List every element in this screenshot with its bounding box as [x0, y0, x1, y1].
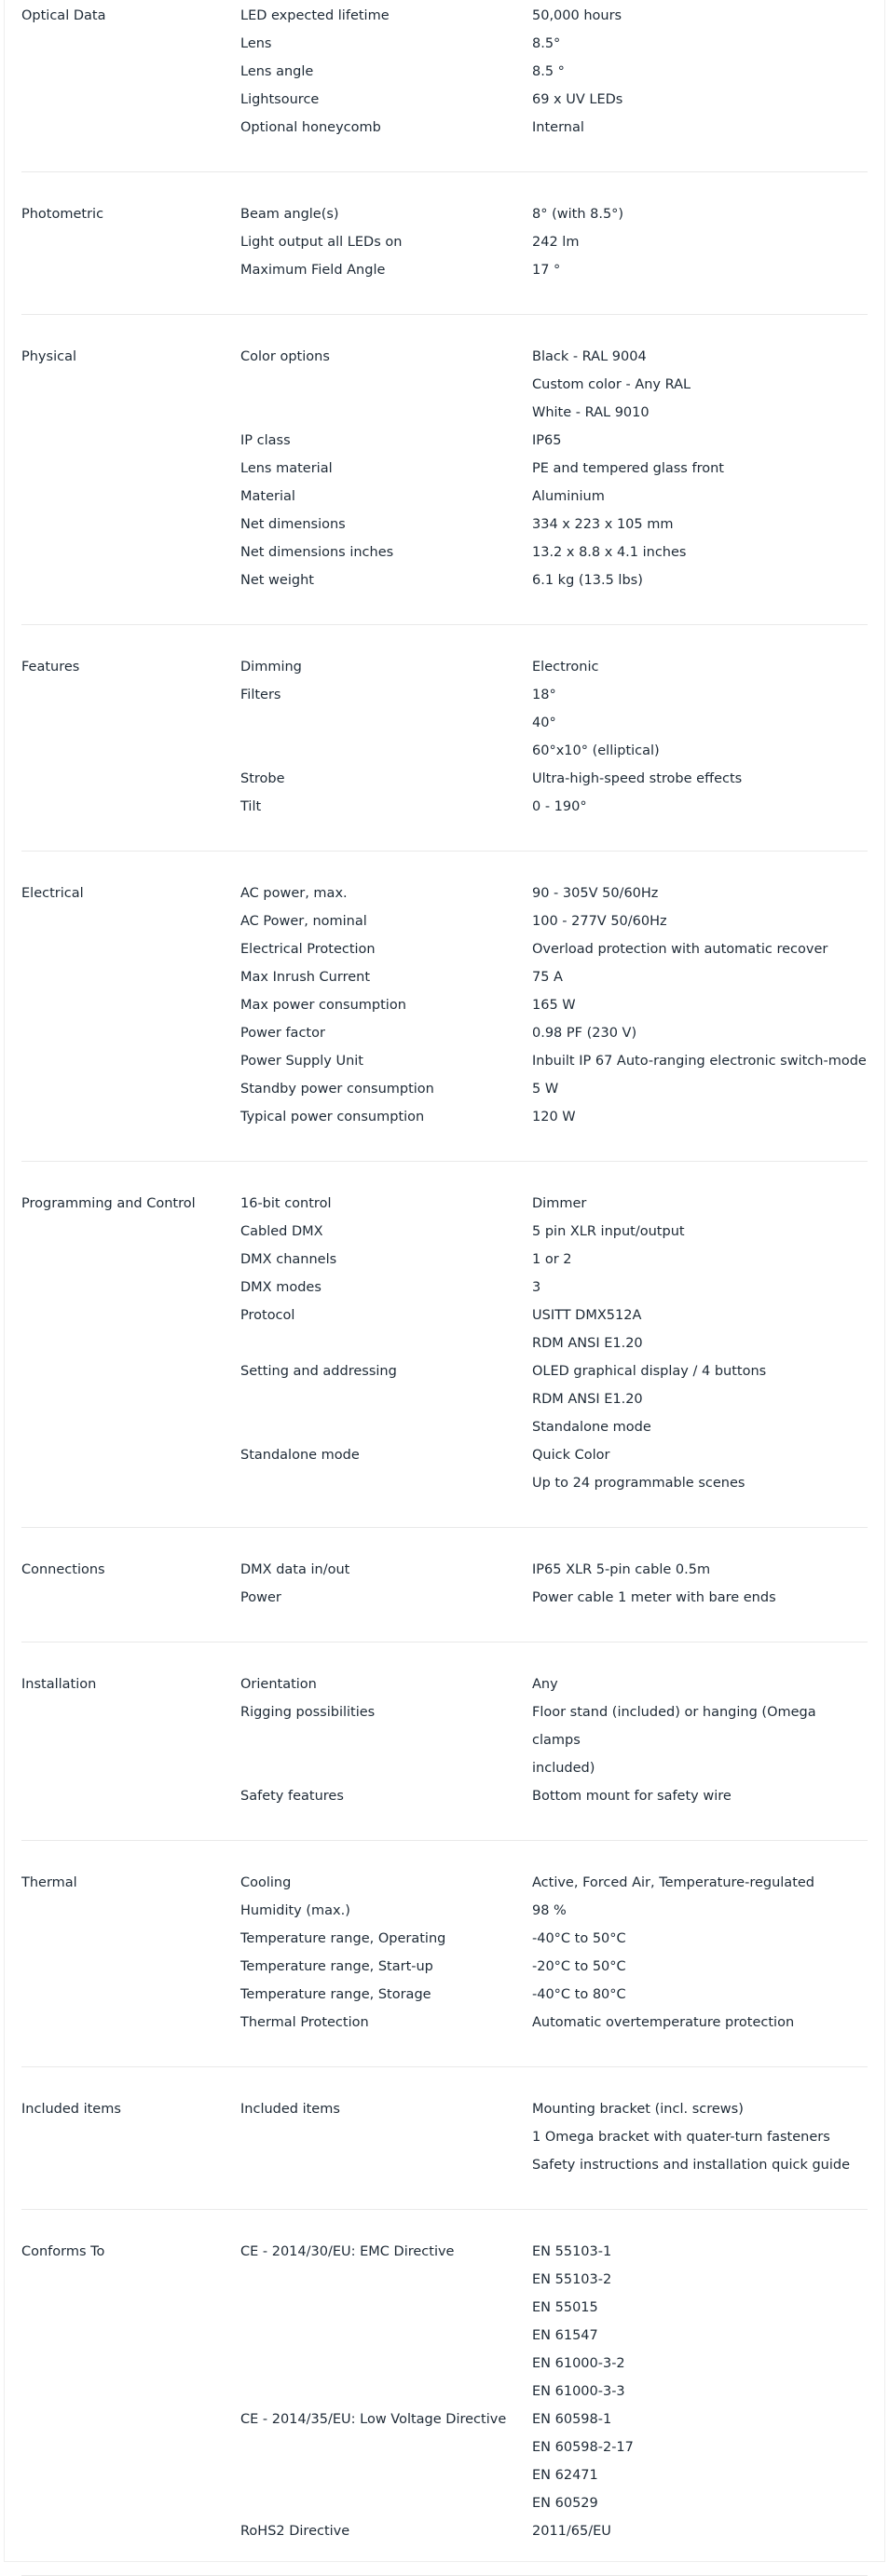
property-name: DMX channels	[240, 1252, 337, 1267]
property-value: Black - RAL 9004	[532, 349, 647, 364]
property-value: 17 °	[532, 263, 561, 278]
property-values	[532, 963, 868, 991]
property-name: Tilt	[240, 799, 262, 814]
property-values	[532, 2406, 868, 2517]
spec-section-row	[21, 1556, 868, 1612]
section-title: Programming and Control	[21, 1196, 196, 1211]
property-value: EN 61547	[532, 2328, 598, 2343]
property-value: 8.5 °	[532, 64, 565, 79]
property-values	[532, 228, 868, 256]
spec-section-conforms-to	[21, 2210, 868, 2576]
property-row	[240, 1584, 868, 1612]
property-name: Standby power consumption	[240, 1082, 434, 1097]
property-row	[240, 1103, 868, 1131]
property-values	[532, 30, 868, 58]
property-row	[240, 1782, 868, 1810]
property-name: Optional honeycomb	[240, 120, 381, 135]
property-name: AC power, max.	[240, 886, 348, 901]
property-list	[240, 879, 868, 1131]
property-values	[532, 1925, 868, 1953]
property-value: IP65	[532, 433, 562, 448]
spec-section-row	[21, 653, 868, 821]
property-value: 13.2 x 8.8 x 4.1 inches	[532, 545, 687, 560]
property-row	[240, 1019, 868, 1047]
property-row	[240, 2238, 868, 2406]
property-values	[532, 1670, 868, 1698]
property-name: Material	[240, 489, 295, 504]
property-values	[532, 343, 868, 427]
property-value: 8.5°	[532, 36, 561, 51]
property-row	[240, 653, 868, 681]
property-values	[532, 1981, 868, 2009]
section-title: Conforms To	[21, 2244, 105, 2259]
property-row	[240, 30, 868, 58]
property-value: PE and tempered glass front	[532, 461, 724, 476]
property-row	[240, 427, 868, 455]
property-row	[240, 256, 868, 284]
property-value: 120 W	[532, 1110, 576, 1124]
property-name: 16-bit control	[240, 1196, 332, 1211]
property-name: Temperature range, Storage	[240, 1987, 431, 2002]
property-name: Beam angle(s)	[240, 207, 339, 222]
property-value: 60°x10° (elliptical)	[532, 743, 660, 758]
property-name: LED expected lifetime	[240, 8, 390, 23]
spec-section-row	[21, 1670, 868, 1810]
property-value: 5 pin XLR input/output	[532, 1224, 685, 1239]
property-value: 2011/65/EU	[532, 2524, 611, 2539]
property-name: Safety features	[240, 1789, 344, 1804]
property-values	[532, 1218, 868, 1246]
property-row	[240, 1869, 868, 1897]
property-name: Protocol	[240, 1308, 295, 1323]
section-title: Physical	[21, 349, 76, 364]
property-value: Quick Color	[532, 1448, 610, 1463]
spec-sheet-page	[4, 0, 885, 2562]
property-values	[532, 1897, 868, 1925]
property-value: Overload protection with automatic recover	[532, 942, 828, 957]
property-values	[532, 1782, 868, 1810]
property-row	[240, 1953, 868, 1981]
property-row	[240, 1698, 868, 1782]
property-name: Net weight	[240, 573, 314, 588]
property-name: Included items	[240, 2102, 340, 2117]
property-row	[240, 1981, 868, 2009]
section-title: Included items	[21, 2102, 121, 2117]
property-name: Dimming	[240, 660, 302, 675]
property-values	[532, 511, 868, 538]
property-row	[240, 1218, 868, 1246]
property-values	[532, 879, 868, 907]
property-list	[240, 1869, 868, 2037]
property-value: 334 x 223 x 105 mm	[532, 517, 674, 532]
property-values	[532, 1047, 868, 1075]
property-values	[532, 200, 868, 228]
property-name: Filters	[240, 688, 281, 702]
property-name: Maximum Field Angle	[240, 263, 386, 278]
property-row	[240, 343, 868, 427]
property-values	[532, 2238, 868, 2406]
spec-section-physical	[21, 315, 868, 625]
property-row	[240, 907, 868, 935]
property-value: Mounting bracket (incl. screws)	[532, 2102, 744, 2117]
property-values	[532, 935, 868, 963]
property-row	[240, 1897, 868, 1925]
property-row	[240, 511, 868, 538]
property-name: Color options	[240, 349, 330, 364]
property-name: Max power consumption	[240, 998, 406, 1013]
property-value: Bottom mount for safety wire	[532, 1789, 732, 1804]
property-row	[240, 1441, 868, 1497]
property-row	[240, 58, 868, 86]
section-title: Connections	[21, 1562, 105, 1577]
property-row	[240, 1670, 868, 1698]
property-list	[240, 1556, 868, 1612]
property-list	[240, 200, 868, 284]
property-name: Net dimensions inches	[240, 545, 394, 560]
property-values	[532, 566, 868, 594]
property-value: EN 60598-2-17	[532, 2440, 634, 2455]
property-name: Cooling	[240, 1875, 292, 1890]
spec-section-row	[21, 200, 868, 284]
property-name: Power Supply Unit	[240, 1054, 363, 1069]
property-row	[240, 991, 868, 1019]
property-values	[532, 1075, 868, 1103]
property-row	[240, 538, 868, 566]
property-list	[240, 2, 868, 142]
property-values	[532, 1103, 868, 1131]
property-value: 98 %	[532, 1903, 567, 1918]
spec-section-row	[21, 1869, 868, 2037]
property-values	[532, 653, 868, 681]
section-title: Optical Data	[21, 8, 106, 23]
property-values	[532, 1584, 868, 1612]
property-value: Inbuilt IP 67 Auto-ranging electronic switch-mode	[532, 1054, 867, 1069]
property-values	[532, 1274, 868, 1302]
spec-section-programming-and-control	[21, 1162, 868, 1528]
property-row	[240, 200, 868, 228]
property-value: Custom color - Any RAL	[532, 377, 691, 392]
property-row	[240, 765, 868, 793]
property-name: Lens angle	[240, 64, 314, 79]
property-values	[532, 538, 868, 566]
property-row	[240, 1556, 868, 1584]
spec-table	[21, 0, 868, 2576]
property-name: Power	[240, 1590, 281, 1605]
property-values	[532, 114, 868, 142]
property-value: 1 or 2	[532, 1252, 572, 1267]
property-row	[240, 2009, 868, 2037]
property-value: 1 Omega bracket with quater-turn fasteners	[532, 2130, 830, 2145]
property-value: 5 W	[532, 1082, 559, 1097]
section-title: Electrical	[21, 886, 84, 901]
spec-section-row	[21, 879, 868, 1131]
property-value: 18°	[532, 688, 556, 702]
property-name: Light output all LEDs on	[240, 235, 403, 250]
spec-section-connections	[21, 1528, 868, 1642]
property-values	[532, 1190, 868, 1218]
property-values	[532, 1698, 868, 1782]
property-value: 3	[532, 1280, 541, 1295]
spec-section-installation	[21, 1642, 868, 1841]
property-value: Standalone mode	[532, 1420, 651, 1435]
property-value: EN 55015	[532, 2300, 598, 2315]
property-value: 242 lm	[532, 235, 580, 250]
property-row	[240, 1075, 868, 1103]
property-name: Electrical Protection	[240, 942, 376, 957]
property-value: EN 61000-3-3	[532, 2384, 625, 2399]
property-value: 6.1 kg (13.5 lbs)	[532, 573, 643, 588]
property-name: Lens	[240, 36, 272, 51]
property-values	[532, 427, 868, 455]
spec-section-row	[21, 343, 868, 594]
section-title: Thermal	[21, 1875, 77, 1890]
property-list	[240, 2238, 868, 2545]
property-row	[240, 963, 868, 991]
property-value: EN 60529	[532, 2496, 598, 2511]
property-values	[532, 1869, 868, 1897]
property-row	[240, 935, 868, 963]
spec-section-optical-data	[21, 0, 868, 172]
property-values	[532, 1556, 868, 1584]
property-value: Power cable 1 meter with bare ends	[532, 1590, 776, 1605]
property-values	[532, 1019, 868, 1047]
property-name: Temperature range, Operating	[240, 1931, 446, 1946]
property-name: Standalone mode	[240, 1448, 360, 1463]
property-name: Setting and addressing	[240, 1364, 397, 1379]
spec-section-row	[21, 2095, 868, 2179]
property-name: Thermal Protection	[240, 2015, 369, 2030]
property-value: 165 W	[532, 998, 576, 1013]
property-name: Lens material	[240, 461, 333, 476]
section-title: Features	[21, 660, 80, 675]
property-values	[532, 2517, 868, 2545]
property-value: 90 - 305V 50/60Hz	[532, 886, 659, 901]
property-row	[240, 114, 868, 142]
property-value: Up to 24 programmable scenes	[532, 1476, 745, 1491]
property-value: 8° (with 8.5°)	[532, 207, 624, 222]
property-value: Ultra-high-speed strobe effects	[532, 771, 743, 786]
property-value: Floor stand (included) or hanging (Omega clamps	[532, 1705, 816, 1748]
property-values	[532, 1357, 868, 1441]
property-list	[240, 1670, 868, 1810]
property-values	[532, 1246, 868, 1274]
property-value: 0.98 PF (230 V)	[532, 1026, 637, 1041]
property-name: RoHS2 Directive	[240, 2524, 350, 2539]
property-values	[532, 58, 868, 86]
property-row	[240, 2095, 868, 2179]
spec-section-row	[21, 2238, 868, 2545]
property-row	[240, 681, 868, 765]
section-title: Photometric	[21, 207, 104, 222]
property-row	[240, 793, 868, 821]
property-value: Safety instructions and installation quick guide	[532, 2158, 851, 2173]
property-values	[532, 681, 868, 765]
property-value: included)	[532, 1761, 595, 1776]
property-name: Typical power consumption	[240, 1110, 425, 1124]
property-value: 75 A	[532, 970, 563, 985]
property-value: -40°C to 50°C	[532, 1931, 626, 1946]
property-values	[532, 1953, 868, 1981]
property-value: USITT DMX512A	[532, 1308, 642, 1323]
property-list	[240, 2095, 868, 2179]
property-values	[532, 256, 868, 284]
property-value: 0 - 190°	[532, 799, 587, 814]
property-name: AC Power, nominal	[240, 914, 367, 929]
property-values	[532, 1302, 868, 1357]
property-row	[240, 1925, 868, 1953]
property-value: EN 61000-3-2	[532, 2356, 625, 2371]
property-value: White - RAL 9010	[532, 405, 650, 420]
property-row	[240, 1190, 868, 1218]
property-value: Active, Forced Air, Temperature-regulated	[532, 1875, 815, 1890]
property-row	[240, 483, 868, 511]
property-value: Dimmer	[532, 1196, 587, 1211]
property-name: DMX modes	[240, 1280, 321, 1295]
property-value: 40°	[532, 716, 556, 730]
spec-section-thermal	[21, 1841, 868, 2067]
property-row	[240, 86, 868, 114]
spec-section-features	[21, 625, 868, 852]
property-value: Internal	[532, 120, 584, 135]
section-title: Installation	[21, 1677, 97, 1692]
property-row	[240, 1357, 868, 1441]
spec-section-row	[21, 2, 868, 142]
property-values	[532, 793, 868, 821]
property-value: Aluminium	[532, 489, 605, 504]
property-row	[240, 455, 868, 483]
property-value: EN 55103-1	[532, 2244, 612, 2259]
spec-section-electrical	[21, 852, 868, 1162]
property-values	[532, 991, 868, 1019]
property-value: 69 x UV LEDs	[532, 92, 623, 107]
property-value: EN 62471	[532, 2468, 598, 2483]
property-value: EN 55103-2	[532, 2272, 612, 2287]
property-name: CE - 2014/30/EU: EMC Directive	[240, 2244, 455, 2259]
property-name: Lightsource	[240, 92, 320, 107]
property-name: Strobe	[240, 771, 285, 786]
property-value: OLED graphical display / 4 buttons	[532, 1364, 767, 1379]
property-values	[532, 483, 868, 511]
property-value: Any	[532, 1677, 558, 1692]
spec-section-photometric	[21, 172, 868, 315]
property-list	[240, 653, 868, 821]
property-value: Electronic	[532, 660, 599, 675]
spec-section-row	[21, 1190, 868, 1497]
property-row	[240, 2517, 868, 2545]
property-value: -40°C to 80°C	[532, 1987, 626, 2002]
property-value: RDM ANSI E1.20	[532, 1392, 643, 1407]
property-list	[240, 343, 868, 594]
property-name: IP class	[240, 433, 291, 448]
property-value: IP65 XLR 5-pin cable 0.5m	[532, 1562, 711, 1577]
property-values	[532, 2009, 868, 2037]
property-values	[532, 86, 868, 114]
property-row	[240, 1047, 868, 1075]
property-row	[240, 228, 868, 256]
property-value: EN 60598-1	[532, 2412, 612, 2427]
property-name: CE - 2014/35/EU: Low Voltage Directive	[240, 2412, 507, 2427]
property-value: RDM ANSI E1.20	[532, 1336, 643, 1351]
property-value: 50,000 hours	[532, 8, 622, 23]
property-values	[532, 907, 868, 935]
property-values	[532, 1441, 868, 1497]
property-values	[532, 765, 868, 793]
property-row	[240, 2, 868, 30]
property-row	[240, 2406, 868, 2517]
property-values	[532, 455, 868, 483]
property-name: Orientation	[240, 1677, 317, 1692]
property-name: Temperature range, Start-up	[240, 1959, 433, 1974]
property-value: 100 - 277V 50/60Hz	[532, 914, 667, 929]
property-name: Cabled DMX	[240, 1224, 323, 1239]
property-name: Power factor	[240, 1026, 325, 1041]
property-name: Humidity (max.)	[240, 1903, 350, 1918]
spec-section-included-items	[21, 2067, 868, 2210]
property-name: Rigging possibilities	[240, 1705, 376, 1720]
property-row	[240, 1302, 868, 1357]
property-value: Automatic overtemperature protection	[532, 2015, 795, 2030]
property-row	[240, 566, 868, 594]
property-name: DMX data in/out	[240, 1562, 350, 1577]
property-list	[240, 1190, 868, 1497]
property-name: Net dimensions	[240, 517, 346, 532]
property-values	[532, 2, 868, 30]
property-row	[240, 879, 868, 907]
property-row	[240, 1274, 868, 1302]
property-values	[532, 2095, 868, 2179]
property-name: Max Inrush Current	[240, 970, 371, 985]
property-row	[240, 1246, 868, 1274]
property-value: -20°C to 50°C	[532, 1959, 626, 1974]
